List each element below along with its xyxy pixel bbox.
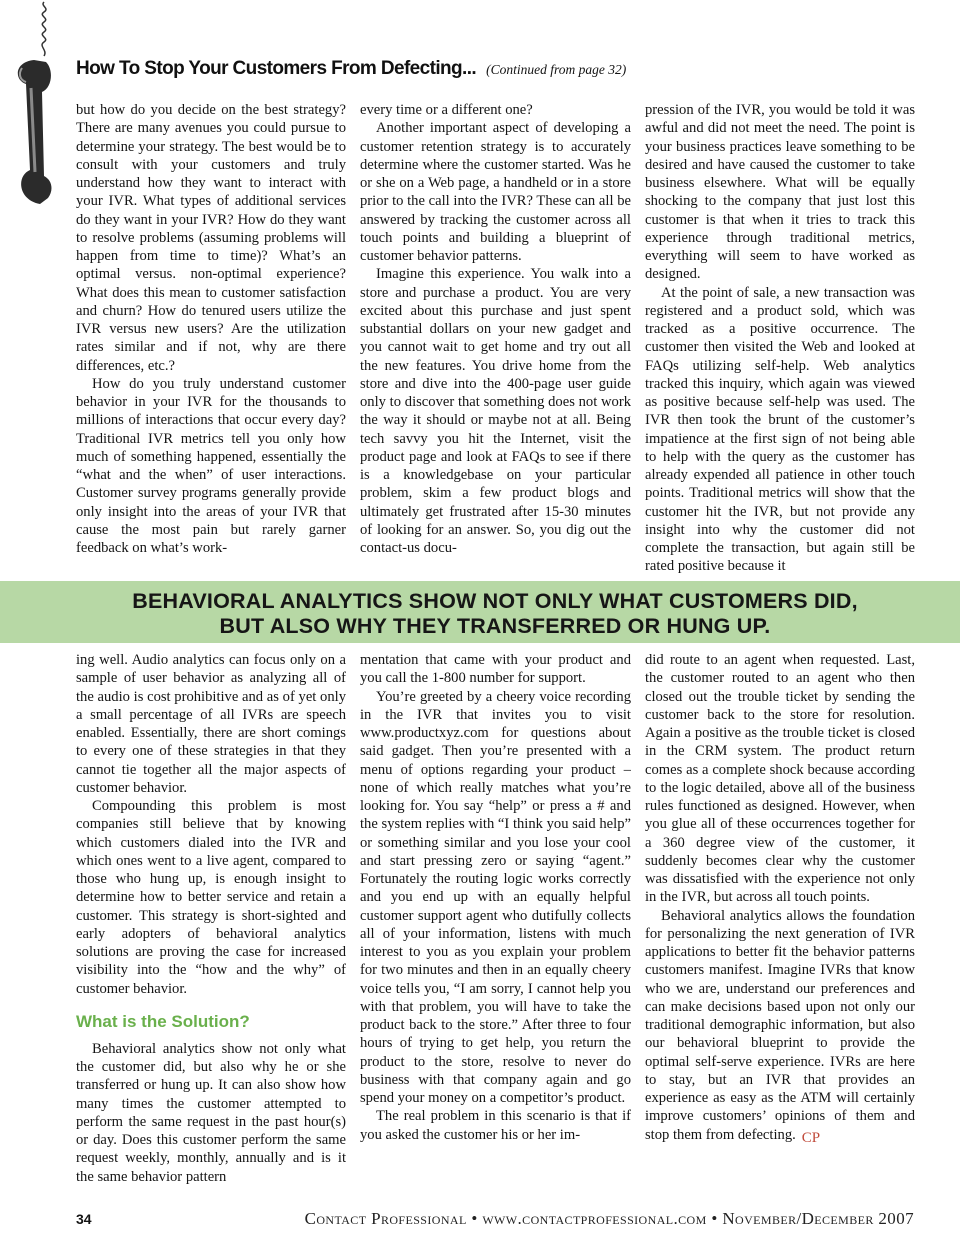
paragraph: You’re greeted by a cheery voice recording in the IVR that invites you to visit www.productxyz.com for questions about said gadget. Then you’re presented with a menu of options regarding your product – none of which really matches what you’re looking for. You say “help” or press a # and the system replies with “I think you said help” or something similar and you lose your cool and start pressing zero or saying “agent.” Fortunately the routing logic works correctly and you end up with an equally helpful customer support agent who dutifully collects all of your information, listens with much interest to you as you explain your problem for two minutes and then in an equally cheery voice tells you, “I am sorry, I cannot help you with that problem, you will have to take the product back to the store.” After three to four hours of trying to get help, you return the product to the store, resolve to never do business with that company again and go spend your money on a competitor’s product. [360,688,631,1106]
pull-quote-line-1: BEHAVIORAL ANALYTICS SHOW NOT ONLY WHAT CUSTOMERS DID, [132,589,858,613]
article-header [76,58,936,88]
last-paragraph [645,907,915,1147]
column-3-bottom [645,651,915,1191]
paragraph: every time or a different one? [360,102,533,118]
paragraph: Compounding this problem is most companies still believe that by knowing which customers dialed into the IVR and which ones went to a live agent, compared to those who hung up, is enough insight to determine how to better service and retain a customer. This strategy is short-sighted and early adopters of behavioral analytics solutions are proving the case for increased visibility into the “how and the why” of customer behavior. [76,798,346,997]
article-title: How To Stop Your Customers From Defecting... [76,58,477,79]
pull-quote-band [0,581,960,643]
paragraph: pression of the IVR, you would be told it was awful and did not meet the need. The point is your business practices leave something to be desired and have caused the customer to take business elsewhere. What will be equally shocking to the company that just lost this customer is that when it tries to track this experience through traditional metrics, everything will seem to have worked as designed. [645,102,915,283]
column-3-top [645,101,915,579]
paragraph: At the point of sale, a new transaction was registered and a product sold, which was tracked as a positive occurrence. The customer then visited the Web and looked at FAQs utilizing self-help. Web analytics tracked this inquiry, which again was viewed as positive because self-help was used. The IVR then took the brunt of the customer’s impatience at the first sign of not being able to help with the query as the customer has already expended all patience in other touch points. Traditional metrics will show that the customer hit the IVR, but not provide any insight into why the customer did not complete the transaction, but again still be rated positive because it [645,284,915,575]
paragraph: The real problem in this scenario is that if you asked the customer his or her im- [360,1108,631,1143]
column-1-top [76,101,346,579]
paragraph: but how do you decide on the best strategy? There are many avenues you could pursue to determine your strategy. The best would be to consult with your customers and truly understand how they want to interact with your IVR. What types of additional services do they want in your IVR? How do they want to resolve problems (assuming problems will happen from time to time)? What’s an optimal versus. non-optimal experience? What does this mean to customer satisfaction and churn? How do tenured users utilize the IVR versus new users? Are the utilization rates similar and if not, why are there differences, etc.? [76,102,346,374]
paragraph: Imagine this experience. You walk into a store and purchase a product. You are very excited about this purchase and just spent substantial dollars on your new gadget and you cannot wait to get home and try out all the new features. You drive home from the store and dive into the 400-page user guide only to discover that something does not work the way it should or maybe not at all. Being tech savvy you hit the Internet, visit the product page and look at FAQs to see if there is a knowledgebase on your particular problem, skim a few product blogs and ultimately get frustrated after 15-30 minutes of looking for an answer. So, you dig out the contact-us docu- [360,266,631,556]
pull-quote-line-2: BUT ALSO WHY THEY TRANSFERRED OR HUNG UP. [219,614,771,638]
paragraph: did route to an agent when requested. Last, the customer routed to an agent who then closed out the trouble ticket by sending the customer back to the store for resolution. Again a positive as the trouble ticket is closed in the CRM system. The product return comes as a complete shock because according to the logic detailed, above all of the business rules functioned as designed. However, when you glue all of these occurrences together for a 360 degree view of the customer, it suddenly becomes clear why the customer was dissatisfied with the experience not only in the IVR, but across all touch points. [645,652,915,906]
paragraph-text: Behavioral analytics allows the foundation for personalizing the next generation of IVR applications to better fit the behavior patterns customers manifest. Imagine IVRs that know who we are, understand our preferences and can make decisions based upon not only our traditional demographic information, but also our behavioral blueprint to provide the optimal self-serve experience. IVRs are here to stay, but an IVR that provides an experience as easy as the ATM will certainly improve customers’ opinions of them and stop them from defecting. [645,907,915,1143]
paragraph: mentation that came with your product and you call the 1-800 number for support. [360,652,631,687]
telephone-handset-icon [4,0,74,230]
paragraph: Behavioral analytics show not only what the customer did, but also why he or she transferred or hung up. It can also show how many times the customer attempted to perform the same request in the past hour(s) or day. Does this customer perform the same request weekly, monthly, annually and is it the same behavior pattern [76,1040,346,1185]
pull-quote [0,589,960,639]
section-heading: What is the Solution? [76,1011,250,1031]
continued-note: (Continued from page 32) [486,62,627,77]
paragraph: ing well. Audio analytics can focus only on a sample of user behavior as analyzing all of the audio is cost prohibitive and as of yet only a small percentage of all IVRs are speech enabled. Essentially, there are short comings to every one of these strategies in that they cannot tie together all the major aspects of customer behavior. [76,652,346,796]
paragraph: How do you truly understand customer behavior in your IVR for the thousands to millions of interactions that occur every day? Traditional IVR metrics tell you only how much of something happened, essentially the “what and the when” of user interactions. Customer survey programs generally provide only insight into the areas of your IVR that cause the most pain but rarely garner feedback on what’s work- [76,375,346,556]
column-1-bottom [76,651,346,1191]
column-2-bottom [360,651,631,1191]
publication-footer: Contact Professional • www.contactprofessional.com • November/December 2007 [304,1209,914,1228]
paragraph: Another important aspect of developing a customer retention strategy is to accurately determine where the customer started. Was he or she on a Web page, a handheld or in a store prior to the call into the IVR? These can all be answered by tracking the customer across all touch points and building a blueprint of customer behavior patterns. [360,120,631,264]
column-2-top [360,101,631,579]
page-number: 34 [76,1211,92,1227]
end-mark: CP [801,1129,821,1146]
